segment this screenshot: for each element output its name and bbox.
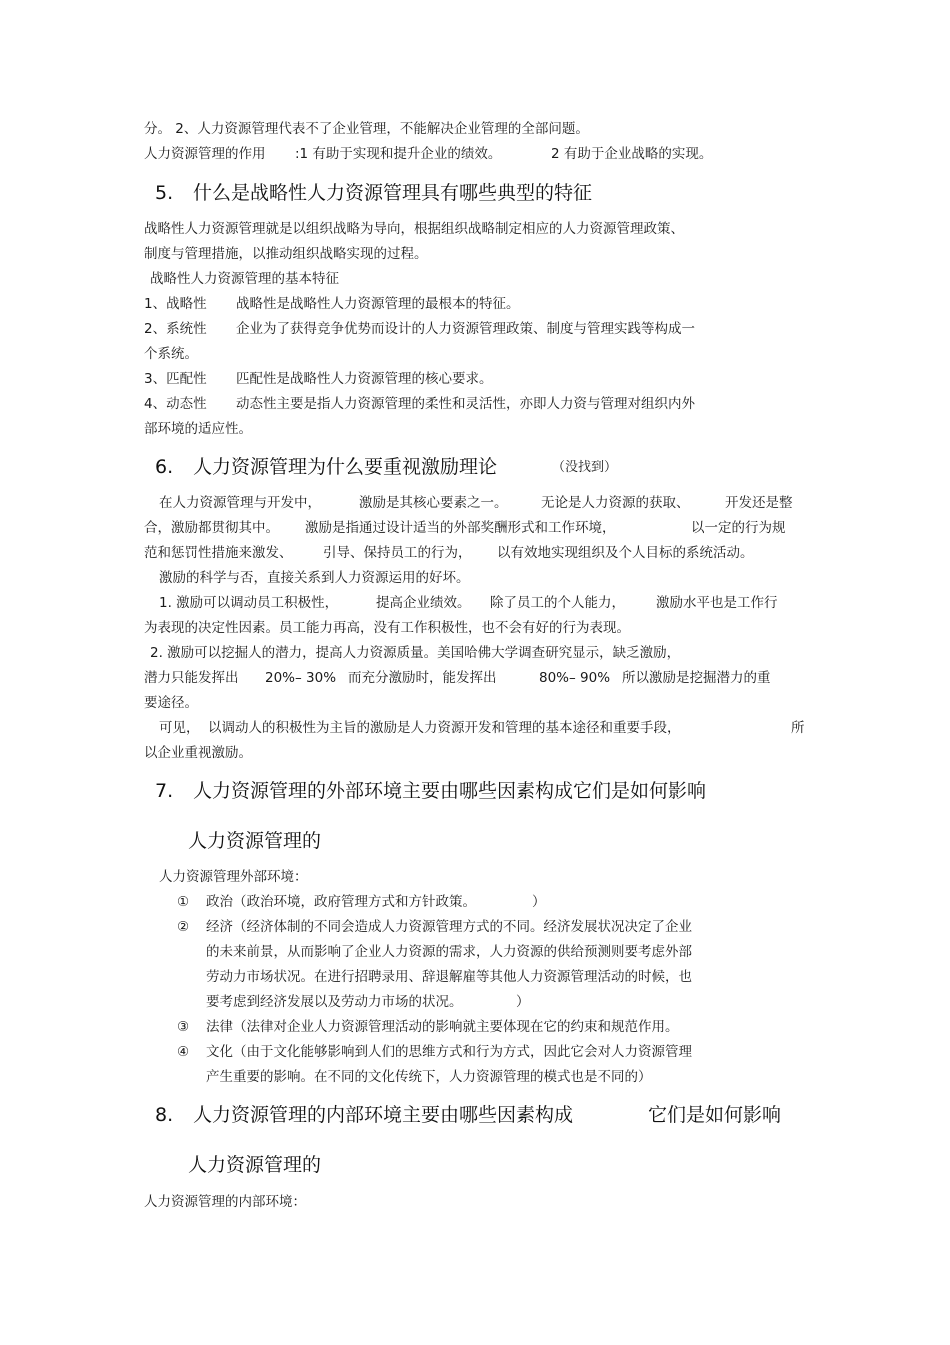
list-marker: ④: [177, 1044, 190, 1060]
paragraph-segment: 范和惩罚性措施来激发、: [144, 545, 293, 561]
paragraph-segment: 80%– 90%: [539, 670, 611, 686]
paragraph-segment: 开发还是整: [725, 495, 793, 511]
question-number: 5.: [155, 182, 174, 204]
question-title: 人力资源管理的内部环境主要由哪些因素构成: [193, 1104, 574, 1126]
paragraph-line: 以企业重视激励。: [144, 745, 252, 761]
paragraph-segment: 在人力资源管理与开发中，: [159, 495, 321, 511]
text-line: 分。 2、人力资源管理代表不了企业管理，不能解决企业管理的全部问题。: [144, 121, 589, 137]
paragraph-segment: 以有效地实现组织及个人目标的系统活动。: [497, 545, 754, 561]
feature-text: 企业为了获得竞争优势而设计的人力资源管理政策、制度与管理实践等构成一: [236, 321, 695, 337]
paragraph-line: 制度与管理措施，以推动组织战略实现的过程。: [144, 246, 428, 262]
section-intro: 人力资源管理的内部环境：: [144, 1194, 306, 1210]
question-heading-8: [155, 1102, 573, 1128]
feature-label: 1、战略性: [144, 296, 207, 312]
list-item-text: 经济（经济体制的不同会造成人力资源管理方式的不同。经济发展状况决定了企业: [206, 919, 692, 935]
paragraph-segment: 可见，: [159, 720, 200, 736]
feature-text: 匹配性是战略性人力资源管理的核心要求。: [236, 371, 493, 387]
paragraph-segment: 20%– 30%: [265, 670, 337, 686]
paragraph-line: 战略性人力资源管理就是以组织战略为导向，根据组织战略制定相应的人力资源管理政策、: [144, 221, 684, 237]
list-item-text: 政治（政治环境，政府管理方式和方针政策。: [206, 894, 476, 910]
list-item-text: 劳动力市场状况。在进行招聘录用、辞退解雇等其他人力资源管理活动的时候，也: [206, 969, 692, 985]
feature-label: 3、匹配性: [144, 371, 207, 387]
paragraph-segment: 而充分激励时，能发挥出: [348, 670, 497, 686]
section-intro: 人力资源管理外部环境：: [159, 869, 308, 885]
paragraph-segment: 以一定的行为规: [691, 520, 786, 536]
feature-text: 战略性是战略性人力资源管理的最根本的特征。: [236, 296, 520, 312]
text-line: :1 有助于实现和提升企业的绩效。: [295, 146, 502, 162]
list-marker: ③: [177, 1019, 190, 1035]
question-title: 人力资源管理为什么要重视激励理论: [193, 456, 498, 478]
question-title: 人力资源管理的外部环境主要由哪些因素构成它们是如何影响: [193, 780, 707, 802]
paragraph-line: 激励的科学与否，直接关系到人力资源运用的好坏。: [159, 570, 470, 586]
paragraph-segment: 所: [791, 720, 805, 736]
text-line: 2 有助于企业战略的实现。: [551, 146, 713, 162]
list-item-text: 文化（由于文化能够影响到人们的思维方式和行为方式，因此它会对人力资源管理: [206, 1044, 692, 1060]
list-item-text: 产生重要的影响。在不同的文化传统下，人力资源管理的模式也是不同的）: [206, 1069, 652, 1085]
paragraph-segment: 除了员工的个人能力，: [490, 595, 625, 611]
paragraph-segment: 潜力只能发挥出: [144, 670, 239, 686]
subheading: 战略性人力资源管理的基本特征: [150, 271, 339, 287]
question-number: 6.: [155, 456, 174, 478]
question-heading-6: [155, 454, 497, 480]
list-marker: ②: [177, 919, 190, 935]
question-number: 7.: [155, 780, 174, 802]
question-heading-5: [155, 180, 592, 206]
paragraph-segment: 以调动人的积极性为主旨的激励是人力资源开发和管理的基本途径和重要手段，: [208, 720, 681, 736]
paragraph-line: 为表现的决定性因素。员工能力再高，没有工作积极性，也不会有好的行为表现。: [144, 620, 630, 636]
question-title-continued: 人力资源管理的: [188, 1154, 322, 1176]
question-title-continued: 人力资源管理的: [188, 830, 322, 852]
paragraph-segment: 激励水平也是工作行: [656, 595, 778, 611]
list-item-text: ）: [532, 894, 546, 910]
paragraph-segment: 无论是人力资源的获取、: [541, 495, 690, 511]
paragraph-segment: 提高企业绩效。: [376, 595, 471, 611]
list-marker: ①: [177, 894, 190, 910]
paragraph-segment: 1. 激励可以调动员工积极性，: [159, 595, 339, 611]
paragraph-line: 2. 激励可以挖掘人的潜力，提高人力资源质量。美国哈佛大学调查研究显示，缺乏激励，: [150, 645, 681, 661]
paragraph-segment: 所以激励是挖掘潜力的重: [622, 670, 771, 686]
paragraph-segment: 激励是其核心要素之一。: [359, 495, 508, 511]
question-title-part: 它们是如何影响: [648, 1104, 782, 1126]
feature-continuation: 个系统。: [144, 346, 198, 362]
question-title: 什么是战略性人力资源管理具有哪些典型的特征: [193, 182, 593, 204]
paragraph-line: 要途径。: [144, 695, 198, 711]
feature-text: 动态性主要是指人力资源管理的柔性和灵活性，亦即人力资与管理对组织内外: [236, 396, 695, 412]
question-note: （没找到）: [552, 460, 618, 475]
text-line: 人力资源管理的作用: [144, 146, 266, 162]
feature-continuation: 部环境的适应性。: [144, 421, 252, 437]
list-item-text: ）: [516, 994, 530, 1010]
question-number: 8.: [155, 1104, 174, 1126]
paragraph-segment: 引导、保持员工的行为，: [323, 545, 472, 561]
list-item-text: 法律（法律对企业人力资源管理活动的影响就主要体现在它的约束和规范作用。: [206, 1019, 679, 1035]
feature-label: 4、动态性: [144, 396, 207, 412]
list-item-text: 的未来前景，从而影响了企业人力资源的需求，人力资源的供给预测则要考虑外部: [206, 944, 692, 960]
paragraph-segment: 激励是指通过设计适当的外部奖酬形式和工作环境，: [305, 520, 616, 536]
question-heading-7: [155, 778, 706, 804]
list-item-text: 要考虑到经济发展以及劳动力市场的状况。: [206, 994, 463, 1010]
paragraph-segment: 合，激励都贯彻其中。: [144, 520, 279, 536]
feature-label: 2、系统性: [144, 321, 207, 337]
